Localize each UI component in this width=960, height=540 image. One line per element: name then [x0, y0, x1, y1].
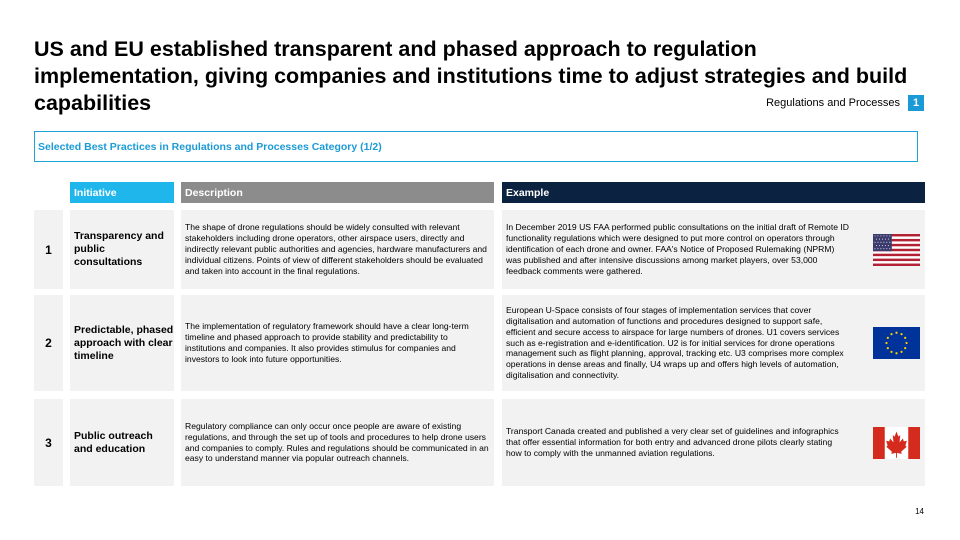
section-label: Regulations and Processes: [766, 97, 900, 109]
canada-flag-icon: [873, 427, 920, 459]
row-example-cell: [502, 295, 925, 391]
table-row-1: [34, 210, 925, 289]
row-number: 3: [34, 399, 63, 486]
section-tag: [766, 95, 924, 111]
page-title: US and EU established transparent and phased approach to regulation implementation, giving companies and institutions time to adjust strategies and build capabilities: [34, 37, 908, 115]
row-example: European U-Space consists of four stages of implementation services that cover digitalisation and automation of functions and procedures designed to support safe, efficient and secure access to airspace for large numbers of drones. U1 covers services such as e-registration and e-identification. U2 is for initial services for drone operations management such as flight planning, approval, tracking etc. U3 comprises more complex operations in dense areas and finally, U4 wraps up and offers high levels of automation, digitalisation and connectivity.: [506, 304, 844, 381]
header-description: Description: [181, 182, 494, 203]
row-example: In December 2019 US FAA performed public consultations on the initial draft of Remote ID functionality regulations which were designed to put more control on operators through identification of each drone and owner. FAA's Notice of Proposed Rulemaking (NPRM) was published and after intensive discussions among market players, over 53,000 feedback comments were gathered.: [506, 222, 849, 276]
section-number-badge: 1: [908, 95, 924, 111]
row-initiative: Predictable, phased approach with clear timeline: [70, 295, 174, 391]
row-example: Transport Canada created and published a very clear set of guidelines and infographics that offer essential information for both entry and advanced drone pilots clearly stating how to comply with the unmanned aviation regulations.: [506, 426, 839, 458]
eu-flag-icon: [873, 327, 920, 359]
table-row-3: [34, 399, 925, 486]
row-number: 2: [34, 295, 63, 391]
row-number: 1: [34, 210, 63, 289]
header-initiative: Initiative: [70, 182, 174, 203]
us-flag-icon: [873, 234, 920, 266]
row-initiative: Public outreach and education: [70, 399, 174, 486]
table-row-2: [34, 295, 925, 391]
row-description: Regulatory compliance can only occur once people are aware of existing regulations, and through the set up of tools and procedures to help drone users and companies to comply. Rules and regulations should be communicated in an easy to understand manner via popular outreach channels.: [181, 399, 494, 486]
subtitle-box: [34, 131, 918, 162]
row-description: The implementation of regulatory framework should have a clear long-term timeline and phased approach to provide stability and predictability to institutions and companies. It also provides stimulus for companies and investors to look into future opportunities.: [181, 295, 494, 391]
page-number: 14: [915, 507, 924, 516]
header-example: Example: [502, 182, 925, 203]
row-initiative: Transparency and public consultations: [70, 210, 174, 289]
row-example-cell: [502, 210, 925, 289]
subtitle: Selected Best Practices in Regulations and Processes Category (1/2): [38, 140, 382, 153]
row-description: The shape of drone regulations should be widely consulted with relevant stakeholders including drone operators, other airspace users, directly and indirectly relevant public authorities and agencies, hardware manufacturers and individual citizens. Points of view of different stakeholders should be evaluated and taken into account in the final regulations.: [181, 210, 494, 289]
row-example-cell: [502, 399, 925, 486]
